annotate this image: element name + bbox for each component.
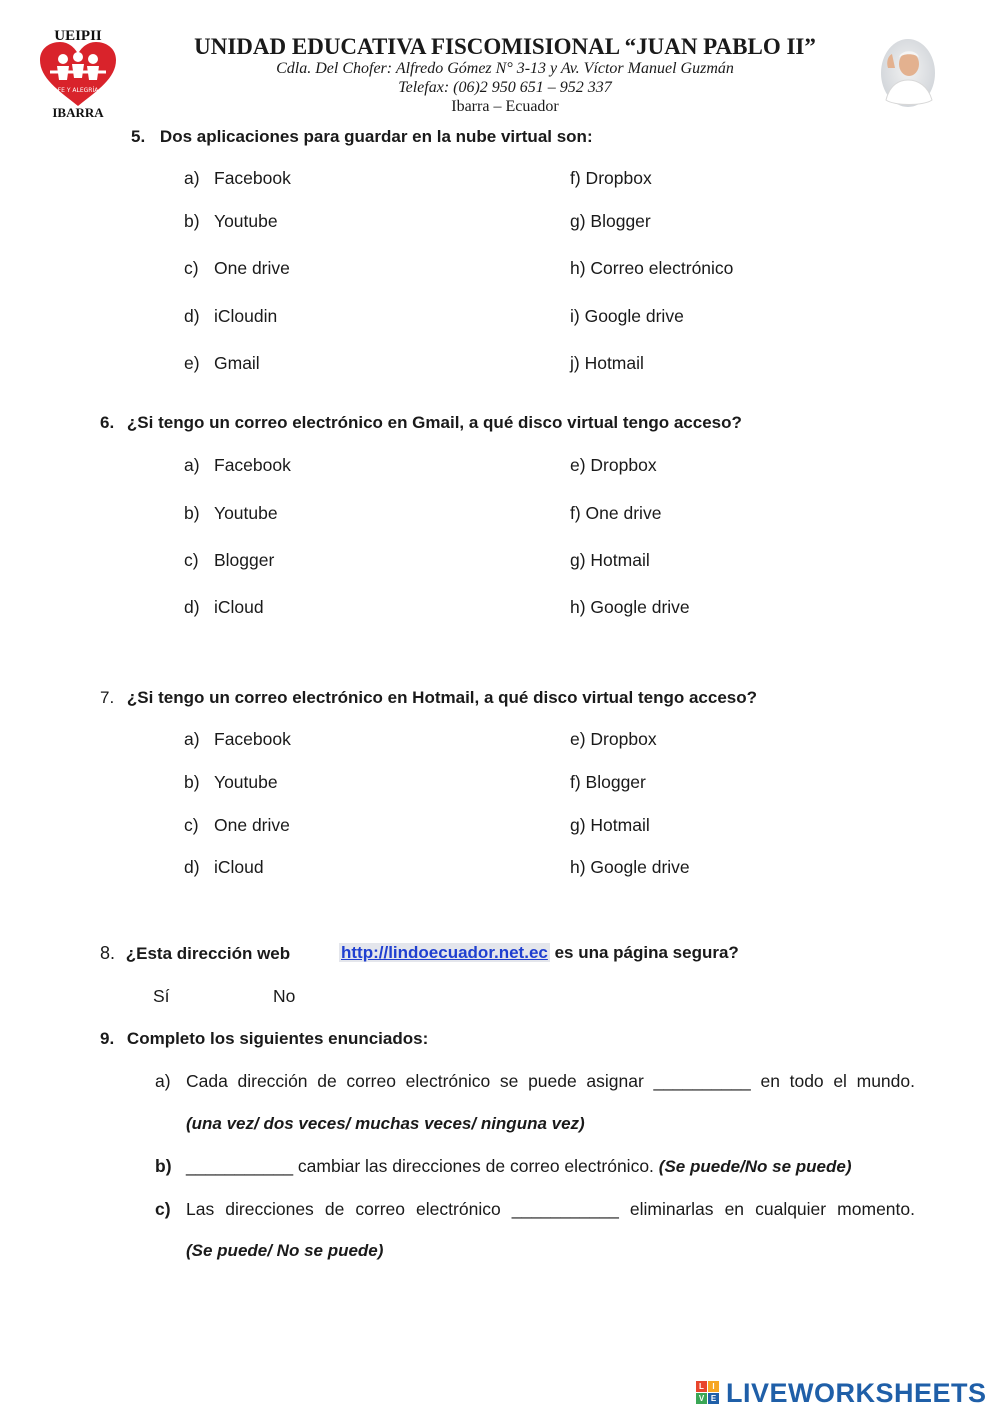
question-6 — [100, 413, 742, 433]
q7-option-f: f) Blogger — [570, 772, 646, 792]
question-8-number: 8. — [100, 943, 116, 963]
school-phone: Telefax: (06)2 950 651 – 952 337 — [398, 79, 612, 96]
q6-option-f: f) One drive — [570, 503, 662, 523]
question-5-text: Dos aplicaciones para guardar en la nube virtual son: — [159, 127, 593, 146]
question-9-text: Completo los siguientes enunciados: — [126, 1029, 429, 1048]
question-8-text-before: ¿Esta dirección web — [125, 944, 291, 963]
q5-option-g: g) Blogger — [570, 211, 651, 231]
q9-b-line — [186, 1156, 852, 1177]
q9-b-letter: b) — [155, 1156, 172, 1176]
question-6-text: ¿Si tengo un correo electrónico en Gmail, a qué disco virtual tengo acceso? — [126, 413, 742, 432]
q5-option-h: h) Correo electrónico — [570, 258, 734, 278]
question-9-number: 9. — [100, 1029, 115, 1048]
q9-c-hint: (Se puede/ No se puede) — [186, 1241, 384, 1260]
question-8-link-line — [339, 943, 739, 963]
q9-a-hint: (una vez/ dos veces/ muchas veces/ ninguna vez) — [186, 1114, 585, 1133]
question-9 — [100, 1029, 428, 1049]
q9-b-text: ___________ cambiar las direcciones de correo electrónico. — [186, 1156, 654, 1176]
liveworksheets-logo-icon: L I V E — [696, 1381, 720, 1405]
question-5-number: 5. — [131, 127, 146, 146]
q6-option-h: h) Google drive — [570, 597, 690, 617]
q9-a-letter: a) — [155, 1071, 171, 1091]
school-city: Ibarra – Ecuador — [451, 98, 559, 115]
logo-top-text: UEIPII — [54, 28, 102, 44]
q9-a-text: Cada dirección de correo electrónico se puede asignar __________ en todo el mundo. — [186, 1071, 915, 1091]
question-7 — [100, 688, 757, 708]
q6-option-e: e) Dropbox — [570, 455, 657, 475]
q5-option-j: j) Hotmail — [570, 353, 644, 373]
q9-c-text: Las direcciones de correo electrónico ___________ eliminarlas en cualquier momento. — [186, 1199, 915, 1219]
q9-b-hint: (Se puede/No se puede) — [658, 1157, 852, 1176]
question-7-text: ¿Si tengo un correo electrónico en Hotmail, a qué disco virtual tengo acceso? — [126, 688, 757, 707]
q7-option-h: h) Google drive — [570, 857, 690, 877]
q9-c-letter: c) — [155, 1199, 171, 1219]
liveworksheets-brand: LIVEWORKSHEETS — [726, 1378, 987, 1408]
q5-option-i: i) Google drive — [570, 306, 684, 326]
q8-option-yes: Sí — [153, 986, 170, 1006]
q7-option-g: g) Hotmail — [570, 815, 650, 835]
question-8 — [100, 943, 290, 964]
lindoecuador-link[interactable]: http://lindoecuador.net.ec — [341, 943, 548, 962]
q5-option-f: f) Dropbox — [570, 168, 652, 188]
logo-ribbon-text: FE Y ALEGRÍA — [57, 87, 99, 94]
question-7-number: 7. — [100, 688, 115, 707]
school-title: UNIDAD EDUCATIVA FISCOMISIONAL “JUAN PABLO II” — [194, 34, 816, 59]
logo-bottom-text: IBARRA — [52, 105, 104, 120]
question-6-number: 6. — [100, 413, 115, 432]
question-5 — [131, 127, 593, 147]
q7-option-e: e) Dropbox — [570, 729, 657, 749]
school-address: Cdla. Del Chofer: Alfredo Gómez N° 3-13 y Av. Víctor Manuel Guzmán — [276, 60, 734, 77]
question-8-text-after: es una página segura? — [554, 943, 739, 962]
q6-option-g: g) Hotmail — [570, 550, 650, 570]
q8-option-no: No — [273, 986, 296, 1006]
pope-portrait-image — [880, 38, 936, 108]
